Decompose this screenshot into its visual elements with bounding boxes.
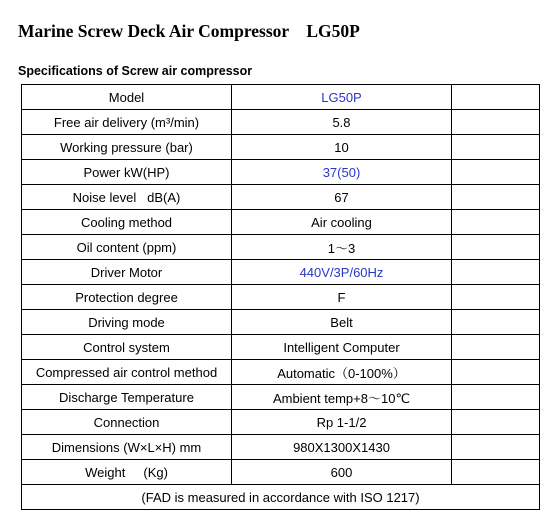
table-row xyxy=(22,235,540,260)
spec-label: Dimensions (W×L×H) mm xyxy=(22,435,232,460)
spec-label: Weight (Kg) xyxy=(22,460,232,485)
spec-value: Air cooling xyxy=(232,210,452,235)
empty-cell xyxy=(452,85,540,110)
empty-cell xyxy=(452,185,540,210)
empty-cell xyxy=(452,285,540,310)
spec-label: Cooling method xyxy=(22,210,232,235)
empty-cell xyxy=(452,360,540,385)
spec-label: Connection xyxy=(22,410,232,435)
spec-value: 980X1300X1430 xyxy=(232,435,452,460)
spec-label: Driving mode xyxy=(22,310,232,335)
empty-cell xyxy=(452,260,540,285)
empty-cell xyxy=(452,210,540,235)
spec-label: Working pressure (bar) xyxy=(22,135,232,160)
spec-value: 37(50) xyxy=(232,160,452,185)
spec-label: Power kW(HP) xyxy=(22,160,232,185)
specifications-table xyxy=(21,84,540,510)
spec-value: Belt xyxy=(232,310,452,335)
spec-label: Compressed air control method xyxy=(22,360,232,385)
empty-cell xyxy=(452,460,540,485)
spec-value: F xyxy=(232,285,452,310)
spec-label: Oil content (ppm) xyxy=(22,235,232,260)
empty-cell xyxy=(452,435,540,460)
table-row xyxy=(22,360,540,385)
spec-label: Model xyxy=(22,85,232,110)
document-title: Marine Screw Deck Air Compressor LG50P xyxy=(18,21,360,41)
spec-value: 5.8 xyxy=(232,110,452,135)
table-row xyxy=(22,335,540,360)
table-row xyxy=(22,185,540,210)
table-row xyxy=(22,285,540,310)
spec-label: Protection degree xyxy=(22,285,232,310)
section-subtitle: Specifications of Screw air compressor xyxy=(18,64,253,78)
spec-label: Discharge Temperature xyxy=(22,385,232,410)
spec-label: Noise level dB(A) xyxy=(22,185,232,210)
table-row xyxy=(22,460,540,485)
table-row xyxy=(22,435,540,460)
empty-cell xyxy=(452,110,540,135)
table-row xyxy=(22,260,540,285)
spec-label: Free air delivery (m³/min) xyxy=(22,110,232,135)
spec-value: Rp 1-1/2 xyxy=(232,410,452,435)
spec-value: 10 xyxy=(232,135,452,160)
spec-label: Driver Motor xyxy=(22,260,232,285)
spec-value: Intelligent Computer xyxy=(232,335,452,360)
spec-value: 67 xyxy=(232,185,452,210)
spec-value: Ambient temp+8～10℃ xyxy=(232,385,452,410)
table-row xyxy=(22,135,540,160)
table-row xyxy=(22,85,540,110)
empty-cell xyxy=(452,160,540,185)
empty-cell xyxy=(452,410,540,435)
spec-value: Automatic（0-100%） xyxy=(232,360,452,385)
empty-cell xyxy=(452,385,540,410)
table-row xyxy=(22,410,540,435)
empty-cell xyxy=(452,135,540,160)
table-row xyxy=(22,110,540,135)
spec-value: 1～3 xyxy=(232,235,452,260)
empty-cell xyxy=(452,235,540,260)
table-row-footnote xyxy=(22,485,540,510)
empty-cell xyxy=(452,310,540,335)
empty-cell xyxy=(452,335,540,360)
table-row xyxy=(22,385,540,410)
spec-value: 440V/3P/60Hz xyxy=(232,260,452,285)
table-row xyxy=(22,210,540,235)
footnote-cell: (FAD is measured in accordance with ISO 1217) xyxy=(22,485,540,510)
spec-label: Control system xyxy=(22,335,232,360)
specifications-table-body xyxy=(22,85,540,510)
spec-value: LG50P xyxy=(232,85,452,110)
spec-value: 600 xyxy=(232,460,452,485)
table-row xyxy=(22,310,540,335)
table-row xyxy=(22,160,540,185)
